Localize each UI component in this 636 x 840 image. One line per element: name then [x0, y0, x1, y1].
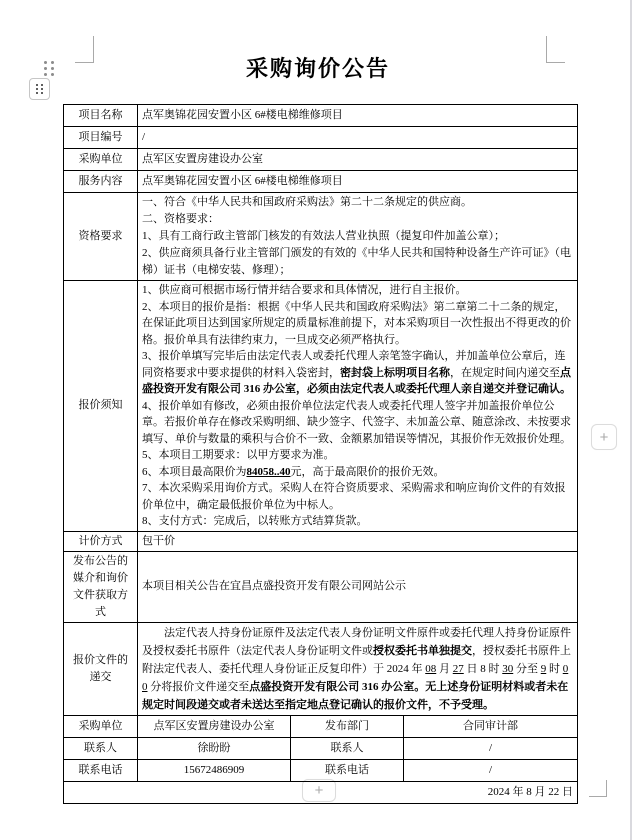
row-label: 采购单位: [64, 149, 138, 171]
qualification-cell: [138, 193, 578, 281]
page-title: 采购询价公告: [245, 56, 390, 81]
contact-person-value: 徐盼盼: [138, 737, 291, 759]
row-label: 报价文件的递交: [64, 622, 138, 715]
notice-item-8: 8、支付方式：完成后，以转账方式结算货款。: [142, 515, 368, 527]
notice-item-5: 5、本项目工期要求：以甲方要求为准。: [142, 449, 335, 461]
qualification-line: 二、资格要求：: [142, 213, 219, 225]
notice-item-4: 4、报价单如有修改，必须由报价单位法定代表人或委托代理人签字并加盖报价单位公章。若报价单存在修改采购明细、缺少签字、代签字、未加盖公章、随意涂改、未按要求填写、单价与数量的乘积与合价不一致、金额累加错误等情况，其报价作无效报价处理。: [142, 399, 571, 445]
table-row: [64, 551, 578, 622]
plus-icon: +: [314, 782, 324, 799]
row-label: 资格要求: [64, 193, 138, 281]
table-row: [64, 531, 578, 551]
media-value: 本项目相关公告在宜昌点盛投资开发有限公司网站公示: [138, 551, 578, 622]
row-label: 联系电话: [291, 759, 404, 781]
table-row: [64, 171, 578, 193]
submission-text: 法定代表人持身份证原件及法定代表人身份证明文件原件或委托代理人持身份证原件及授权委托书原件（法定代表人身份证明文件或授权委托书单独提交，授权委托书原件上附法定代表人、委托代理人身份证正反复印件）于 2024 年 08 月 27 日 8 时 30 分至 9 时 00 分将报价文件递交至点盛投资开发有限公司 316 办公室。无上述身份证明材料或者未在规定时间段递交或者未送达至指定地点登记确认的报价文件，不予受理。: [142, 626, 571, 711]
table-row: [64, 105, 578, 127]
notice-item-7: 7、本次采购采用询价方式。采购人在符合资质要求、采购需求和响应询价文件的有效报价单位中，确定最低报价单位为中标人。: [142, 482, 566, 511]
qualification-line: 1、具有工商行政主管部门核发的有效法人营业执照（提复印件加盖公章）；: [142, 230, 505, 242]
table-row: [64, 715, 578, 737]
drag-dots-icon: [36, 84, 43, 94]
page-corner-mark-bottom-right: [589, 796, 607, 797]
table-row: [64, 737, 578, 759]
row-label: 项目名称: [64, 105, 138, 127]
purchaser-unit-value: 点军区安置房建设办公室: [138, 715, 291, 737]
table-row: [64, 281, 578, 532]
row-label: 报价须知: [64, 281, 138, 532]
announcement-date: 2024 年 8 月 22 日: [64, 781, 578, 803]
row-label: 发布公告的媒介和询价文件获取方式: [64, 551, 138, 622]
pricing-value: 包干价: [138, 531, 578, 551]
project-no-value: /: [138, 127, 578, 149]
contact-phone-value: 15672486909: [138, 759, 291, 781]
qualification-line: 一、符合《中华人民共和国政府采购法》第二十二条规定的供应商。: [142, 196, 472, 208]
table-row: [64, 127, 578, 149]
row-label: 联系人: [291, 737, 404, 759]
max-price-value: 84058..40: [246, 465, 291, 478]
row-label: 项目编号: [64, 127, 138, 149]
publish-dept-value: 合同审计部: [404, 715, 578, 737]
add-column-button[interactable]: [591, 424, 617, 450]
notice-item-2: 2、本项目的报价是指：根据《中华人民共和国政府采购法》第二章第二十二条的规定，在保证此项目达到国家所规定的质量标准前提下，对本采购项目一次性报出不得更改的价格。报价单具有法律约束力，一旦成交必须严格执行。: [142, 300, 571, 346]
project-name-value: 点军奥锦花园安置小区 6#楼电梯维修项目: [138, 105, 578, 127]
notice-item-6: 6、本项目最高限价为84058..40元，高于最高限价的报价无效。: [142, 465, 445, 478]
table-row: [64, 193, 578, 281]
plus-icon: +: [599, 428, 609, 446]
row-label: 服务内容: [64, 171, 138, 193]
row-label: 发布部门: [291, 715, 404, 737]
purchaser-value: 点军区安置房建设办公室: [138, 149, 578, 171]
service-value: 点军奥锦花园安置小区 6#楼电梯维修项目: [138, 171, 578, 193]
table-row: [64, 781, 578, 803]
page-edge-line: [630, 0, 632, 840]
contact-person2-value: /: [404, 737, 578, 759]
submission-cell: [138, 622, 578, 715]
notice-cell: [138, 281, 578, 532]
table-row: [64, 622, 578, 715]
notice-item-1: 1、供应商可根据市场行情并结合要求和具体情况，进行自主报价。: [142, 284, 467, 296]
row-label: 采购单位: [64, 715, 138, 737]
table-row: [64, 149, 578, 171]
row-label: 联系人: [64, 737, 138, 759]
qualification-line: 2、供应商须具备行业主管部门颁发的有效的《中华人民共和国特种设备生产许可证》（电梯）证书（电梯安装、修理）；: [142, 247, 571, 276]
page-corner-mark-bottom-right: [606, 780, 607, 797]
row-label: 联系电话: [64, 759, 138, 781]
row-label: 计价方式: [64, 531, 138, 551]
table-row: [64, 759, 578, 781]
contact-phone2-value: /: [404, 759, 578, 781]
announcement-table: [63, 104, 578, 804]
notice-item-3: 3、报价单填写完毕后由法定代表人或委托代理人亲笔签字确认，并加盖单位公章后，连同资格要求中要求提供的材料入袋密封，密封袋上标明项目名称，在规定时间内递交至点盛投资开发有限公司 316 办公室，必须由法定代表人或委托代理人亲自递交并登记确认。: [142, 350, 571, 395]
